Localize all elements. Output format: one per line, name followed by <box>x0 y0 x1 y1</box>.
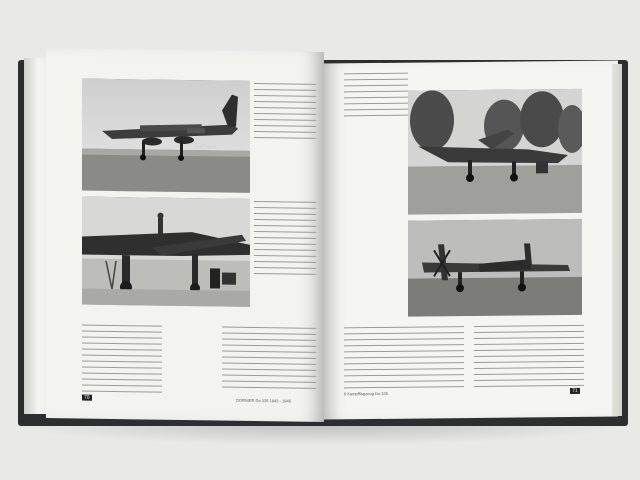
photo-do335-field <box>408 219 582 317</box>
photo-do335-crew <box>82 197 250 307</box>
right-body-column-1 <box>344 326 464 393</box>
left-running-head: DORNIER Do 335 1943 - 1945 <box>236 397 291 404</box>
photo-do335-trees <box>408 89 582 215</box>
left-top-caption <box>254 83 316 144</box>
photo-ar234-airfield <box>82 79 250 193</box>
right-running-head: 6 Kampfflugzeug Do 335 <box>344 390 388 397</box>
right-page <box>324 60 618 419</box>
right-top-caption <box>344 73 408 122</box>
right-page-edges <box>612 64 622 416</box>
right-page-number: 71 <box>572 387 578 394</box>
right-body-column-2 <box>474 325 584 392</box>
left-body-column-2 <box>222 327 316 394</box>
left-mid-caption <box>254 201 316 280</box>
svg-text:Gehein: Gehein <box>194 143 217 151</box>
left-page <box>46 48 324 422</box>
left-body-column-1 <box>82 325 162 398</box>
left-page-number: 70 <box>84 394 90 401</box>
